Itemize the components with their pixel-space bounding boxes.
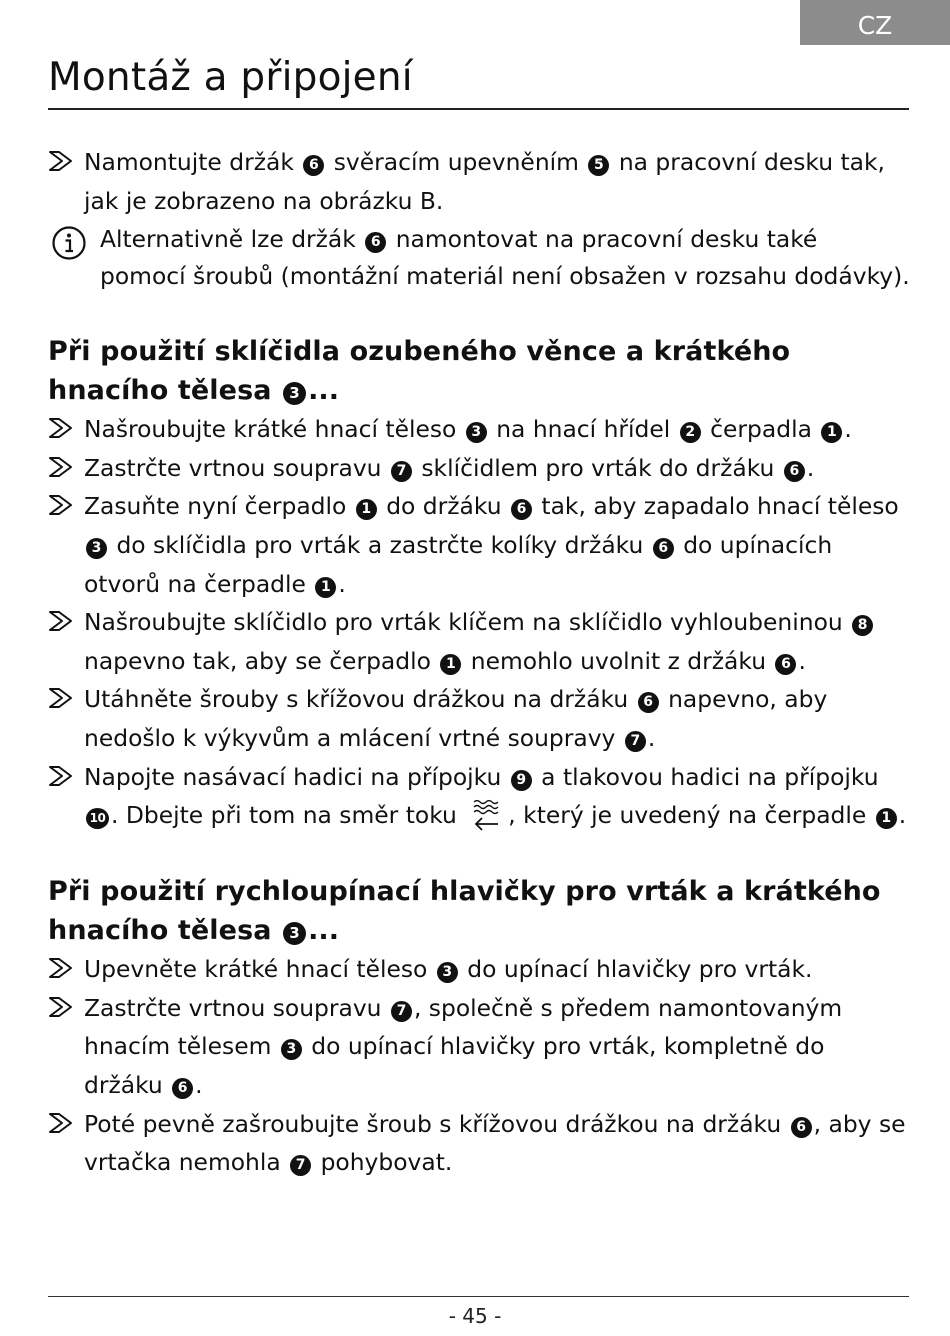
arrow-right-outline-icon [48, 417, 74, 439]
ref-number: 1 [876, 808, 897, 829]
ref-number: 7 [625, 731, 646, 752]
step-insert-drill-set-2: Zastrčte vrtnou soupravu 7 , společně s předem namontovaným hnacím tělesem 3 do upínací hlavičky pro vrták, kompletně do držáku 6 . [48, 989, 910, 1105]
ref-number: 6 [172, 1078, 193, 1099]
step-fix-drive-body: Upevněte krátké hnací těleso 3 do upínací hlavičky pro vrták. [48, 950, 910, 989]
step-fix-screw: Poté pevně zašroubujte šroub s křížovou drážkou na držáku 6 , aby se vrtačka nemohla 7 pohybovat. [48, 1105, 910, 1182]
info-circle-icon [51, 225, 87, 261]
arrow-right-outline-icon [48, 765, 74, 787]
arrow-right-outline-icon [48, 687, 74, 709]
arrow-right-outline-icon [48, 957, 74, 979]
ref-number: 3 [283, 382, 306, 405]
title-divider [48, 108, 909, 110]
ref-number: 7 [391, 1001, 412, 1022]
step-tighten-chuck: Našroubujte sklíčidlo pro vrták klíčem na sklíčidlo vyhloubeninou 8 napevno tak, aby se čerpadlo 1 nemohlo uvolnit z držáku 6 . [48, 603, 910, 680]
language-tab: CZ [800, 0, 950, 45]
ref-number: 6 [653, 538, 674, 559]
step-connect-hoses: Napojte nasávací hadici na přípojku 9 a tlakovou hadici na přípojku 10 . Dbejte při tom na směr toku , který je uvedený na čerpadle 1 . [48, 758, 910, 836]
ref-number: 6 [365, 232, 386, 253]
ref-number: 7 [290, 1155, 311, 1176]
arrow-right-outline-icon [48, 1112, 74, 1134]
ref-number: 2 [680, 422, 701, 443]
instructions-content [48, 143, 910, 1182]
footer-divider [48, 1296, 909, 1297]
ref-number: 6 [511, 499, 532, 520]
ref-number: 7 [391, 461, 412, 482]
step-insert-drill-set: Zastrčte vrtnou soupravu 7 sklíčidlem pro vrták do držáku 6 . [48, 449, 910, 488]
page-number: - 45 - [448, 1304, 502, 1328]
section-heading-quick-chuck: Při použití rychloupínací hlavičky pro vrták a krátkého hnacího tělesa 3 ... [48, 876, 881, 946]
ref-number: 1 [821, 422, 842, 443]
arrow-right-outline-icon [48, 610, 74, 632]
arrow-right-outline-icon [48, 996, 74, 1018]
ref-number: 3 [437, 962, 458, 983]
arrow-right-outline-icon [48, 150, 74, 172]
ref-number: 3 [86, 538, 107, 559]
page-title: Montáž a připojení [48, 55, 413, 100]
ref-number: 1 [440, 654, 461, 675]
ref-number: 6 [784, 461, 805, 482]
step-screw-drive-body: Našroubujte krátké hnací těleso 3 na hnací hřídel 2 čerpadla 1 . [48, 410, 910, 449]
ref-number: 3 [466, 422, 487, 443]
arrow-right-outline-icon [48, 494, 74, 516]
step-insert-pump: Zasuňte nyní čerpadlo 1 do držáku 6 tak, aby zapadalo hnací těleso 3 do sklíčidla pro vrták a zastrčte kolíky držáku 6 do upínacích otvorů na čerpadle 1 . [48, 487, 910, 603]
ref-number: 6 [303, 155, 324, 176]
section-heading-ring-chuck: Při použití sklíčidla ozubeného věnce a krátkého hnacího tělesa 3 ... [48, 336, 791, 406]
ref-number: 6 [775, 654, 796, 675]
info-note: Alternativně lze držák 6 namontovat na pracovní desku také pomocí šroubů (montážní materiál není obsažen v rozsahu dodávky). [48, 221, 910, 295]
ref-number: 1 [356, 499, 377, 520]
ref-number: 5 [588, 155, 609, 176]
step-mount-holder: Namontujte držák 6 svěracím upevněním 5 na pracovní desku tak, jak je zobrazeno na obrázku B. [48, 143, 910, 220]
ref-number: 6 [638, 692, 659, 713]
arrow-right-outline-icon [48, 456, 74, 478]
ref-number: 10 [86, 808, 109, 829]
ref-number: 1 [315, 577, 336, 598]
ref-number: 3 [283, 922, 306, 945]
flow-direction-icon [466, 797, 506, 835]
ref-number: 9 [511, 770, 532, 791]
step-tighten-screws: Utáhněte šrouby s křížovou drážkou na držáku 6 napevno, aby nedošlo k výkyvům a mlácení vrtné soupravy 7 . [48, 680, 910, 757]
ref-number: 6 [791, 1117, 812, 1138]
ref-number: 3 [281, 1039, 302, 1060]
ref-number: 8 [852, 615, 873, 636]
